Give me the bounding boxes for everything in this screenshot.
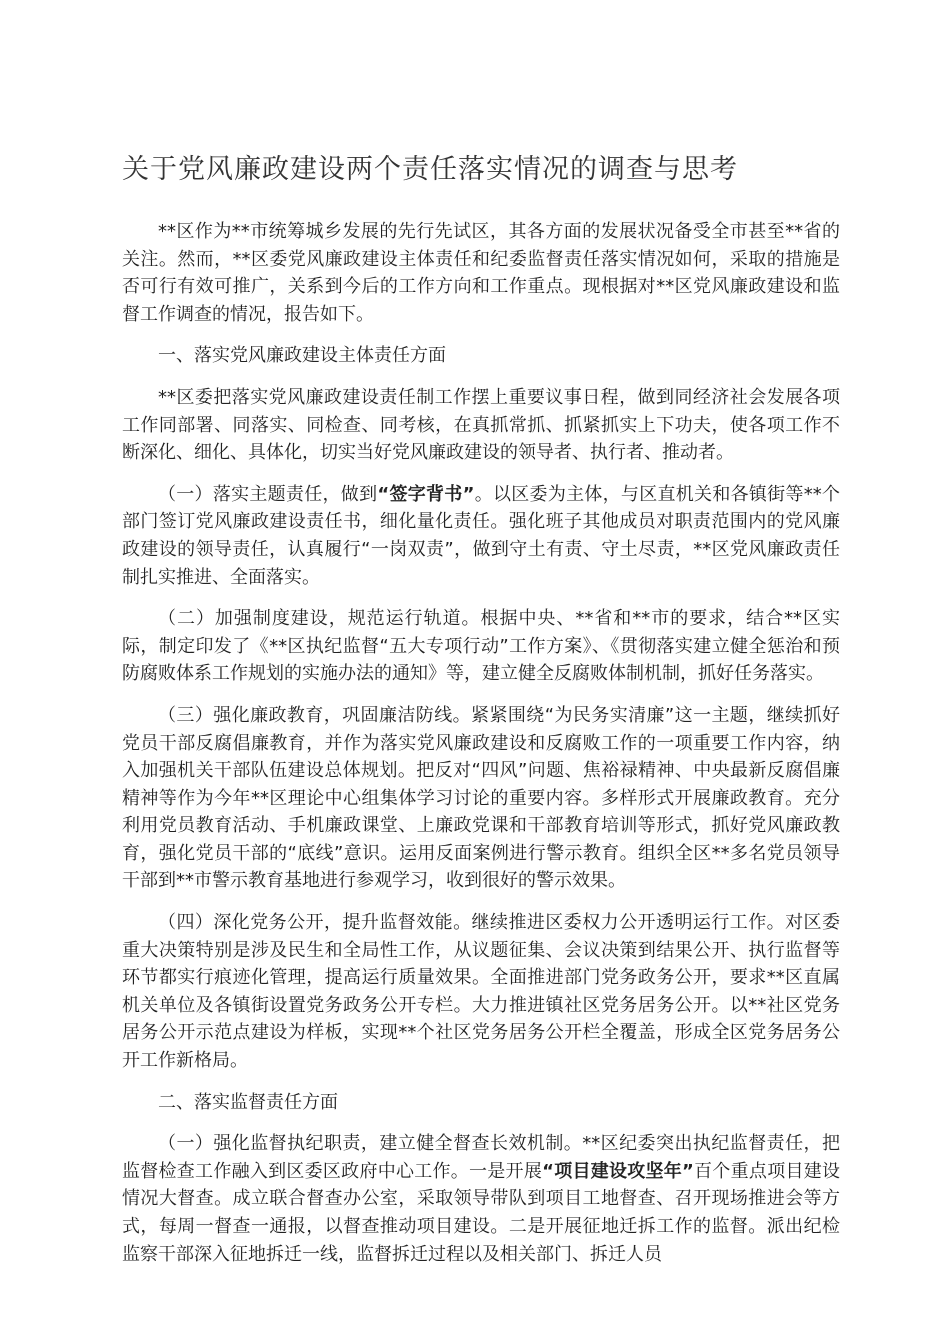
section-1-item-1-emphasis: “签字背书” <box>377 483 475 505</box>
section-2-item-1-paragraph <box>122 1130 840 1268</box>
section-2-item-1-lead: （一）强化监督执纪职责，建立健全督查长效机制。**区纪委突出执纪监督责任，把监督检查工作融入到区委区政府中心工作。一是开展 <box>122 1133 840 1182</box>
section-1-intro-paragraph: **区委把落实党风廉政建设责任制工作摆上重要议事日程，做到同经济社会发展各项工作同部署、同落实、同检查、同考核，在真抓常抓、抓紧抓实上下功夫，使各项工作不断深化、细化、具体化，切实当好党风廉政建设的领导者、执行者、推动者。 <box>122 386 840 464</box>
section-1-item-4-paragraph: （四）深化党务公开，提升监督效能。继续推进区委权力公开透明运行工作。对区委重大决策特别是涉及民生和全局性工作，从议题征集、会议决策到结果公开、执行监督等环节都实行痕迹化管理，提高运行质量效果。全面推进部门党务政务公开，要求**区直属机关单位及各镇街设置党务政务公开专栏。大力推进镇社区党务居务公开。以**社区党务居务公开示范点建设为样板，实现**个社区党务居务公开栏全覆盖，形成全区党务居务公开工作新格局。 <box>122 912 840 1072</box>
intro-paragraph: **区作为**市统筹城乡发展的先行先试区，其各方面的发展状况备受全市甚至**省的关注。然而，**区委党风廉政建设主体责任和纪委监督责任落实情况如何，采取的措施是否可行有效可推广，关系到今后的工作方向和工作重点。现根据对**区党风廉政建设和监督工作调查的情况，报告如下。 <box>122 221 840 325</box>
section-1-item-3-paragraph: （三）强化廉政教育，巩固廉洁防线。紧紧围绕“为民务实清廉”这一主题，继续抓好党员干部反腐倡廉教育，并作为落实党风廉政建设和反腐败工作的一项重要工作内容，纳入加强机关干部队伍建设总体规划。把反对“四风”问题、焦裕禄精神、中央最新反腐倡廉精神等作为今年**区理论中心组集体学习讨论的重要内容。多样形式开展廉政教育。充分利用党员教育活动、手机廉政课堂、上廉政党课和干部教育培训等形式，抓好党风廉政教育，强化党员干部的“底线”意识。运用反面案例进行警示教育。组织全区**多名党员领导干部到**市警示教育基地进行参观学习，收到很好的警示效果。 <box>122 704 840 892</box>
section-2-item-1-body: 百个重点项目建设情况大督查。成立联合督查办公室，采取领导带队到项目工地督查、召开现场推进会等方式，每周一督查一通报，以督查推动项目建设。二是开展征地迁拆工作的监督。派出纪检监察干部深入征地拆迁一线，监督拆迁过程以及相关部门、拆迁人员 <box>122 1160 840 1265</box>
section-1-item-1-lead: （一）落实主题责任，做到 <box>158 483 378 505</box>
section-1-item-1-paragraph <box>122 481 840 591</box>
section-1-item-1-body: 。以区委为主体，与区直机关和各镇街等**个部门签订党风廉政建设责任书，细化量化责任。强化班子其他成员对职责范围内的党风廉政建设的领导责任，认真履行“一岗双责”，做到守土有责、守土尽责，**区党风廉政责任制扎实推进、全面落实。 <box>122 483 841 588</box>
document-page <box>122 150 840 1282</box>
section-1-item-2-paragraph: （二）加强制度建设，规范运行轨道。根据中央、**省和**市的要求，结合**区实际，制定印发了《**区执纪监督“五大专项行动”工作方案》、《贯彻落实建立健全惩治和预防腐败体系工作规划的实施办法的通知》等，建立健全反腐败体制机制，抓好任务落实。 <box>122 608 840 685</box>
section-2-item-1-emphasis: “项目建设攻坚年” <box>542 1160 694 1182</box>
document-title: 关于党风廉政建设两个责任落实情况的调查与思考 <box>122 154 738 185</box>
section-1-heading: 一、落实党风廉政建设主体责任方面 <box>158 345 446 367</box>
section-2-heading: 二、落实监督责任方面 <box>158 1091 338 1113</box>
